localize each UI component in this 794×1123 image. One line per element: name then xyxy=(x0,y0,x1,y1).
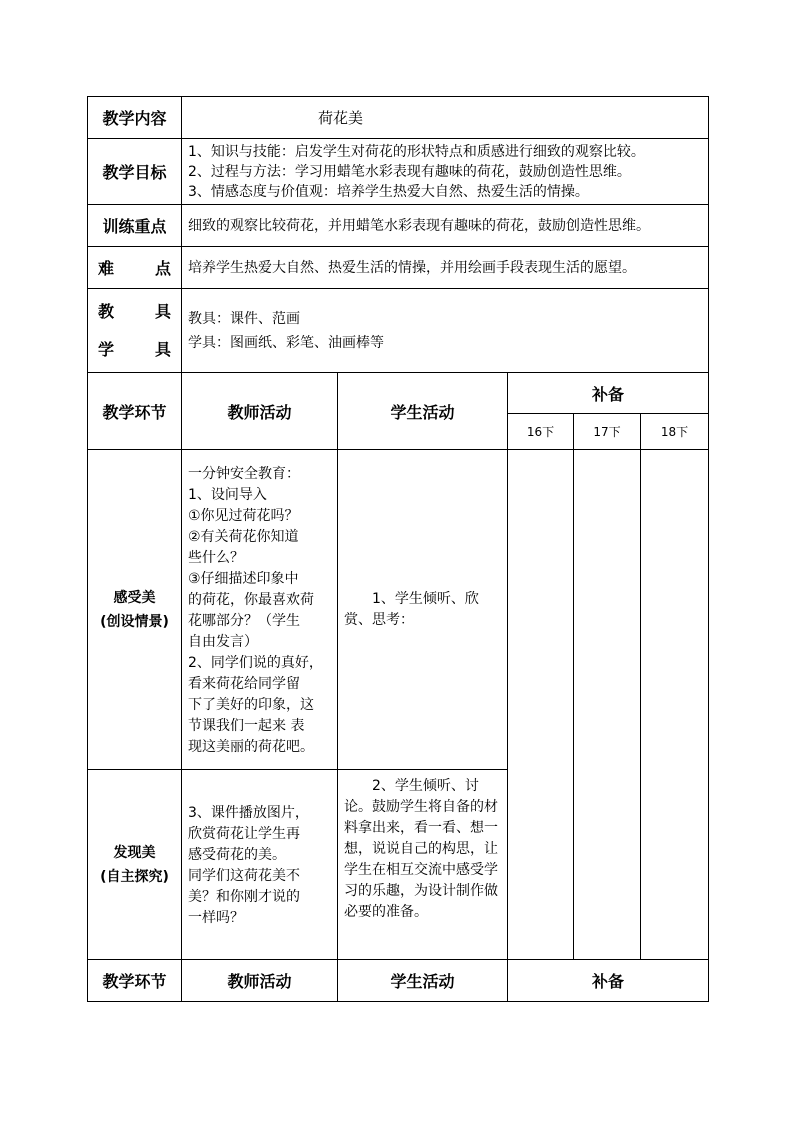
student-tools: 学具：图画纸、彩笔、油画棒等 xyxy=(188,334,384,351)
teacher-line: 1、设问导入 xyxy=(188,486,267,503)
student-tools-label: 学具 xyxy=(98,339,171,359)
stage-1-sub: (创设情景) xyxy=(100,613,169,630)
lesson-plan-table xyxy=(87,96,709,1002)
content-label: 教学内容 xyxy=(88,97,182,139)
footer-supplement: 补备 xyxy=(508,960,709,1002)
teacher-line: ②有关荷花你知道 xyxy=(188,528,299,545)
teacher-tools-label: 教具 xyxy=(98,301,171,321)
goal-line: 3、情感态度与价值观：培养学生热爱大自然、热爱生活的情操。 xyxy=(188,183,589,200)
stage-1-student: 1、学生倾听、欣赏、思考： xyxy=(338,450,508,770)
tools-text xyxy=(182,289,709,373)
stage-2-name: 发现美 xyxy=(113,844,156,861)
teacher-line: 现这美丽的荷花吧。 xyxy=(188,738,314,755)
footer-stage: 教学环节 xyxy=(88,960,182,1002)
header-sub-16: 16下 xyxy=(508,414,574,450)
stage-1-name: 感受美 xyxy=(113,589,156,606)
teacher-line: ③仔细描述印象中 xyxy=(188,570,299,587)
focus-label: 训练重点 xyxy=(88,205,182,247)
goals-label: 教学目标 xyxy=(88,139,182,205)
supplement-16 xyxy=(508,450,574,960)
teacher-tools: 教具：课件、范画 xyxy=(188,310,300,327)
goal-line: 2、过程与方法：学习用蜡笔水彩表现有趣味的荷花，鼓励创造性思维。 xyxy=(188,163,631,180)
header-teacher: 教师活动 xyxy=(182,373,338,450)
teacher-line: 2、同学们说的真好， xyxy=(188,654,323,671)
teacher-line: 美？和你刚才说的 xyxy=(188,888,300,905)
header-sub-18: 18下 xyxy=(641,414,709,450)
header-stage: 教学环节 xyxy=(88,373,182,450)
footer-student: 学生活动 xyxy=(338,960,508,1002)
focus-value: 细致的观察比较荷花，并用蜡笔水彩表现有趣味的荷花，鼓励创造性思维。 xyxy=(182,205,709,247)
footer-teacher: 教师活动 xyxy=(182,960,338,1002)
teacher-line: 欣赏荷花让学生再 xyxy=(188,825,300,842)
teacher-line: 同学们这荷花美不 xyxy=(188,867,300,884)
supplement-17 xyxy=(574,450,641,960)
header-supplement: 补备 xyxy=(508,373,709,414)
supplement-18 xyxy=(641,450,709,960)
stage-1 xyxy=(88,450,182,770)
teacher-line: 节课我们一起来 表 xyxy=(188,717,305,734)
teacher-line: 看来荷花给同学留 xyxy=(188,675,300,692)
teacher-line: 的荷花，你最喜欢荷 xyxy=(188,591,314,608)
teacher-line: 自由发言） xyxy=(188,633,258,650)
header-sub-17: 17下 xyxy=(574,414,641,450)
header-student: 学生活动 xyxy=(338,373,508,450)
tools-label xyxy=(88,289,182,373)
difficulty-label: 难点 xyxy=(88,247,182,289)
teacher-line: 些什么？ xyxy=(188,549,244,566)
stage-2-sub: (自主探究) xyxy=(100,868,169,885)
teacher-line: 花哪部分？（学生 xyxy=(188,612,300,629)
stage-1-teacher xyxy=(182,450,338,770)
goals-text xyxy=(182,139,709,205)
teacher-line: 一样吗？ xyxy=(188,909,244,926)
teacher-line: 感受荷花的美。 xyxy=(188,846,286,863)
content-value: 荷花美 xyxy=(182,97,709,139)
stage-2 xyxy=(88,770,182,960)
difficulty-value: 培养学生热爱大自然、热爱生活的情操，并用绘画手段表现生活的愿望。 xyxy=(182,247,709,289)
stage-2-teacher xyxy=(182,770,338,960)
stage-2-student: 2、学生倾听、讨论。鼓励学生将自备的材料拿出来，看一看、想一想，说说自己的构思，让学生在相互交流中感受学习的乐趣，为设计制作做必要的准备。 xyxy=(338,770,508,960)
teacher-line: 3、课件播放图片， xyxy=(188,804,309,821)
teacher-line: 一分钟安全教育： xyxy=(188,465,300,482)
goal-line: 1、知识与技能：启发学生对荷花的形状特点和质感进行细致的观察比较。 xyxy=(188,143,645,160)
teacher-line: ①你见过荷花吗？ xyxy=(188,507,299,524)
teacher-line: 下了美好的印象，这 xyxy=(188,696,314,713)
